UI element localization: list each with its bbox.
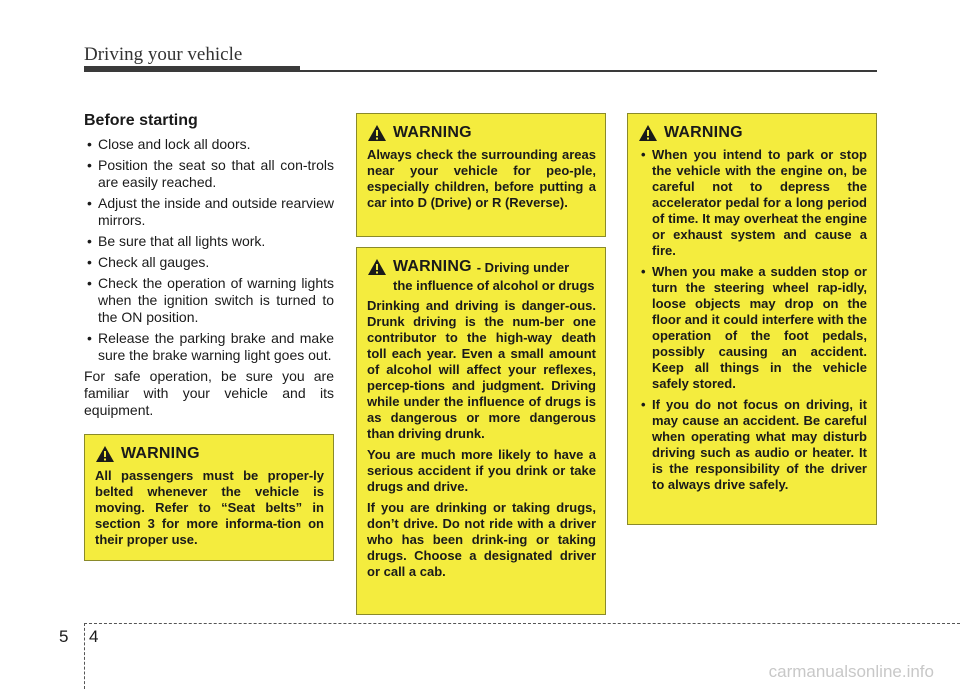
warning-text: If you are drinking or taking drugs, don’t drive. Do not ride with a driver who has been drink-ing or taking drugs. Choose a designated driver or call a cab.	[367, 500, 596, 579]
warning-box-seatbelts	[84, 434, 334, 561]
page-header-title: Driving your vehicle	[84, 44, 243, 65]
list-item: • When you make a sudden stop or turn the steering wheel rap-idly, loose objects may drop on the floor and it could interfere with the operation of the foot pedals, possibly causing an accident. Keep all things in the vehicle safely stored.	[641, 264, 867, 391]
list-item: • Be sure that all lights work.	[87, 233, 266, 249]
bullet-icon: •	[87, 233, 92, 249]
warning-subtitle-line: the influence of alcohol or drugs	[393, 278, 595, 293]
bullet-icon: •	[641, 264, 646, 279]
warning-list	[638, 147, 867, 493]
warning-subtitle: - Driving under	[476, 259, 570, 275]
footer-rule	[84, 623, 960, 624]
warning-text: Drinking and driving is danger-ous. Drunk driving is the num-ber one contributor to the high-way death toll each year. Even a small amount of alcohol will affect your reflexes, percep-tions and judgment. Driving while under the influence of drugs is as dangerous or more dangerous than driving drunk.	[367, 298, 596, 441]
header-rule-thick	[84, 66, 300, 72]
list-item: • Release the parking brake and make sure the brake warning light goes out.	[87, 330, 334, 363]
warning-title: WARNING	[121, 445, 200, 462]
chapter-number: 5	[59, 627, 69, 646]
list-item: • Position the seat so that all con-trols are easily reached.	[87, 157, 334, 190]
header-rule-thin	[300, 70, 877, 72]
checklist	[84, 136, 334, 364]
warning-triangle-icon	[367, 124, 387, 142]
list-item: • Close and lock all doors.	[87, 136, 251, 152]
bullet-icon: •	[641, 147, 646, 162]
list-item: • If you do not focus on driving, it may cause an accident. Be careful when operating what may disturb driving such as audio or heater. It is the responsibility of the driver to always drive safely.	[641, 397, 867, 492]
warning-box-gear	[356, 113, 606, 237]
warning-box-park	[627, 113, 877, 525]
list-item: • Adjust the inside and outside rearview mirrors.	[87, 195, 334, 228]
section-heading: Before starting	[84, 112, 198, 129]
warning-title: WARNING	[393, 124, 472, 141]
warning-text: You are much more likely to have a serious accident if you drink or take drugs and drive.	[367, 447, 596, 494]
warning-text: Always check the surrounding areas near your vehicle for peo-ple, especially children, before putting a car into D (Drive) or R (Reverse).	[367, 147, 596, 210]
bullet-icon: •	[87, 195, 92, 211]
list-item: • Check all gauges.	[87, 254, 210, 270]
warning-triangle-icon	[638, 124, 658, 142]
bullet-icon: •	[641, 397, 646, 412]
warning-triangle-icon	[367, 258, 387, 276]
warning-text: All passengers must be proper-ly belted whenever the vehicle is moving. Refer to “Seat belts” in section 3 for more informa-tion on their proper use.	[95, 468, 324, 547]
bullet-icon: •	[87, 157, 92, 173]
bullet-icon: •	[87, 136, 92, 152]
warning-box-alcohol	[356, 247, 606, 615]
bullet-icon: •	[87, 330, 92, 346]
watermark: carmanualsonline.info	[768, 662, 934, 681]
page-number: 4	[89, 627, 99, 646]
warning-title: WARNING	[393, 258, 472, 275]
list-item: • When you intend to park or stop the vehicle with the engine on, be careful not to depress the accelerator pedal for a long period of time. It may overheat the engine or exhaust system and cause a fire.	[641, 147, 867, 258]
bullet-icon: •	[87, 275, 92, 291]
footer-divider	[84, 623, 85, 689]
safety-paragraph: For safe operation, be sure you are familiar with your vehicle and its equipment.	[84, 368, 334, 418]
warning-triangle-icon	[95, 445, 115, 463]
before-starting-section	[84, 112, 334, 419]
bullet-icon: •	[87, 254, 92, 270]
list-item: • Check the operation of warning lights when the ignition switch is turned to the ON position.	[87, 275, 334, 325]
warning-title: WARNING	[664, 124, 743, 141]
